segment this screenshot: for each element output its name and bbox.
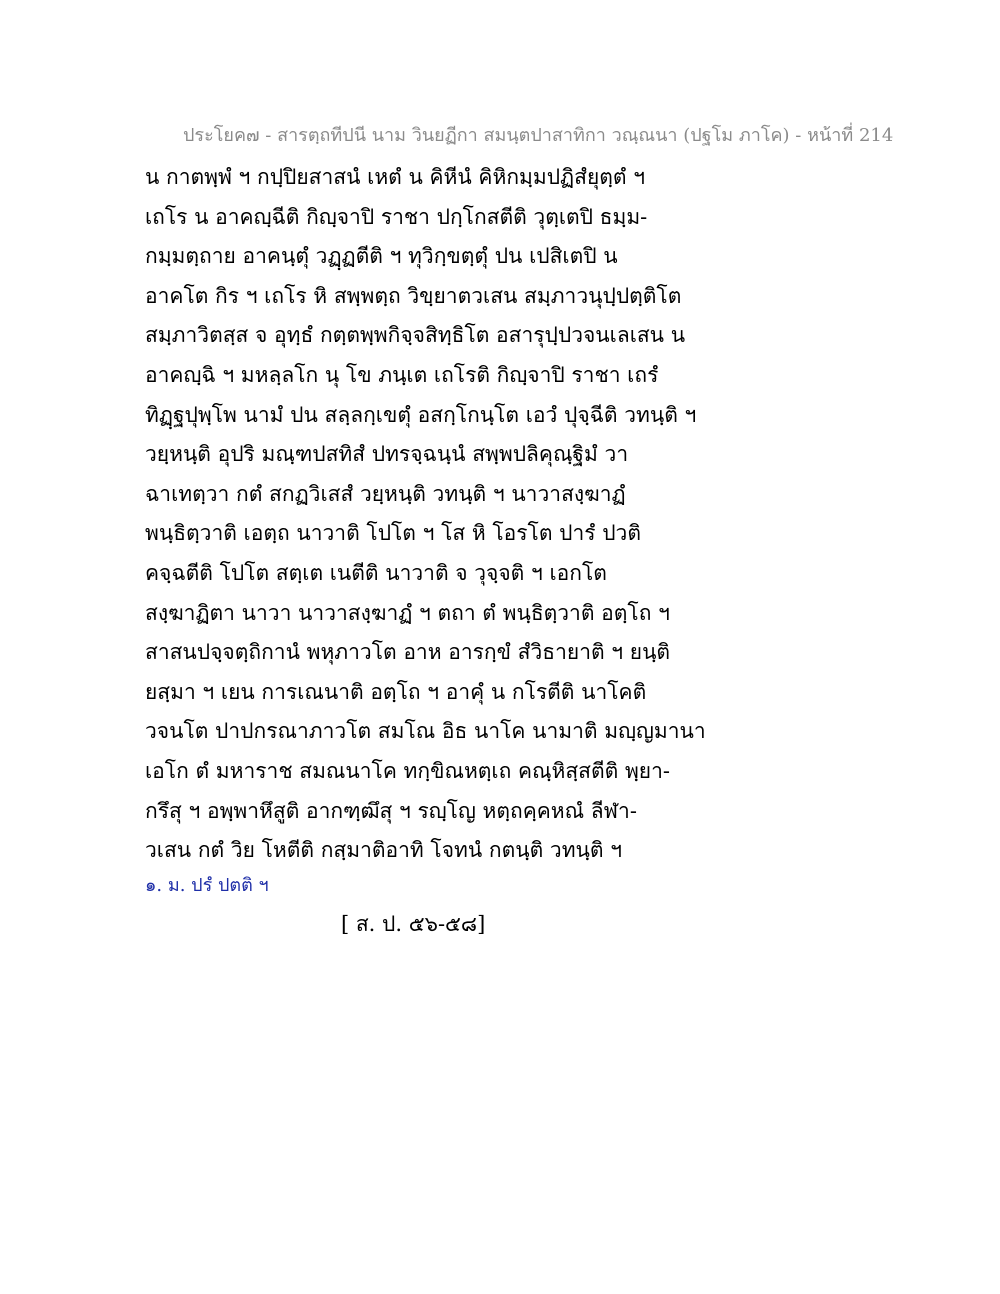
- text-line: พนฺธิตฺวาติ เอตฺถ นาวาติ โปโต ฯ โส หิ โอรโต ปารํ ปวติ: [145, 521, 641, 546]
- text-line: น กาตพฺพํ ฯ กปฺปิยสาสนํ เหตํ น คิหีนํ คิหิกมฺมปฏิสํยุตฺตํ ฯ: [145, 165, 646, 189]
- text-line: กรึสุ ฯ อพฺพาหึสูติ อากฑฺฒึสุ ฯ รญฺโญ หตฺถคฺคหณํ ลีฬา-: [145, 798, 637, 823]
- text-line: กมฺมตฺถาย อาคนฺตุํ วฏฺฏตีติ ฯ ทุวิกฺขตฺตุํ ปน เปสิเตปิ น: [145, 244, 618, 269]
- text-line: อาคญฺฉิ ฯ มหลฺลโก นุ โข ภนฺเต เถโรติ กิญฺจาปิ ราชา เถรํ: [145, 362, 659, 387]
- text-line: วยฺหนฺติ อุปริ มณฺฑปสทิสํ ปทรจฺฉนฺนํ สพฺพปลิคุณฺฐิมํ วา: [145, 442, 629, 467]
- footnote: ๑. ม. ปรํ ปตติ ฯ: [145, 875, 269, 896]
- text-line: วเสน กตํ วิย โหตีติ กสฺมาติอาทิ โจทนํ กตนฺติ วทนฺติ ฯ: [145, 838, 622, 863]
- running-header: ประโยค๗ - สารตฺถทีปนี นาม วินยฏีกา สมนฺตปาสาทิกา วณฺณนา (ปฐโม ภาโค) - หน้าที่ 214: [183, 125, 894, 146]
- text-line: เอโก ตํ มหาราช สมณนาโค ทกฺขิณหตฺเถ คณฺหิสฺสตีติ พฺยา-: [145, 758, 670, 783]
- text-line: อาคโต กิร ฯ เถโร หิ สพฺพตฺถ วิขฺยาตวเสน สมฺภาวนุปฺปตฺติโต: [145, 283, 682, 308]
- text-line: สมฺภาวิตสฺส จ อุทฺธํ กตฺตพฺพกิจฺจสิทฺธิโต อสารุปฺปวจนเลเสน น: [145, 323, 686, 348]
- text-line: สงฺฆาฏิตา นาวา นาวาสงฺฆาฏํ ฯ ตถา ตํ พนฺธิตฺวาติ อตฺโถ ฯ: [145, 600, 670, 625]
- text-line: ยสฺมา ฯ เยน การเณนาติ อตฺโถ ฯ อาคุํ น กโรตีติ นาโคติ: [145, 679, 647, 704]
- text-line: คจฺฉตีติ โปโต สตฺเต เนตีติ นาวาติ จ วุจฺจติ ฯ เอกโต: [145, 560, 607, 585]
- text-line: ทิฏฺฐปุพฺโพ นามํ ปน สลฺลกฺเขตุํ อสกฺโกนฺโต เอวํ ปุจฺฉีติ วทนฺติ ฯ: [145, 402, 697, 427]
- text-line: ฉาเทตฺวา กตํ สกฏวิเสสํ วยฺหนฺติ วทนฺติ ฯ นาวาสงฺฆาฏํ: [145, 481, 626, 506]
- text-line: สาสนปจฺจตฺถิกานํ พหุภาวโต อาห อารกฺขํ สํวิธายาติ ฯ ยนฺติ: [145, 640, 671, 665]
- text-line: วจนโต ปาปกรณาภาวโต สมโณ อิธ นาโค นามาติ มญฺญมานา: [145, 719, 706, 744]
- text-line: เถโร น อาคญฺฉีติ กิญฺจาปิ ราชา ปกฺโกสตีติ วุตฺเตปิ ธมฺม-: [145, 204, 648, 229]
- page-reference: [ ส. ป. ๕๖-๕๘]: [341, 912, 486, 936]
- body-text: [145, 158, 865, 871]
